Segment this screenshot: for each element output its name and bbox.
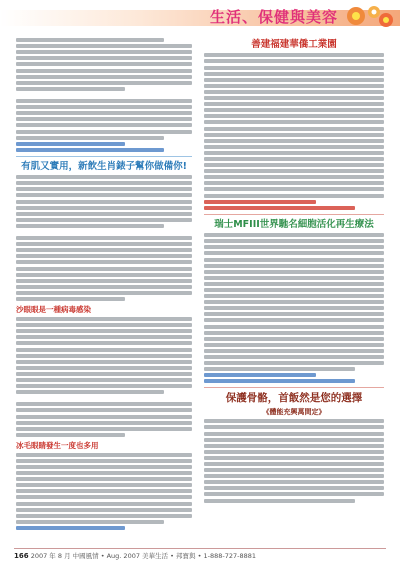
flower-decoration-icon — [342, 2, 394, 30]
text-line — [204, 84, 384, 88]
article-body — [204, 233, 384, 383]
text-line — [16, 341, 192, 345]
header-gradient-bar — [0, 10, 400, 26]
text-line — [16, 56, 192, 60]
text-line — [16, 483, 192, 487]
subheading-trachoma: 沙眼眼是一種病毒感染 — [16, 305, 91, 315]
text-line — [204, 194, 384, 198]
text-line — [204, 450, 384, 454]
article-body — [204, 419, 384, 502]
text-line — [16, 297, 125, 301]
text-line — [204, 258, 384, 262]
text-line — [16, 242, 192, 246]
text-line — [16, 212, 192, 216]
text-line — [16, 130, 192, 134]
text-line — [16, 254, 192, 258]
text-line — [16, 378, 192, 382]
text-line — [204, 53, 384, 57]
text-line — [16, 75, 192, 79]
divider — [16, 156, 192, 157]
text-line — [16, 471, 192, 475]
text-line — [204, 133, 384, 137]
article-body — [204, 53, 384, 209]
text-line — [204, 355, 384, 359]
text-line — [204, 282, 384, 286]
text-line — [16, 117, 192, 121]
text-line — [16, 50, 192, 54]
text-line — [16, 206, 192, 210]
text-line — [204, 264, 384, 268]
text-line — [204, 367, 355, 371]
text-line — [16, 526, 125, 530]
subheading-eyes: 冰毛眼睛發生一度也多用 — [16, 440, 99, 450]
right-column — [204, 36, 384, 544]
text-line — [204, 78, 384, 82]
text-line — [204, 200, 316, 204]
page-header — [0, 0, 400, 30]
text-line — [16, 520, 164, 524]
text-line — [16, 285, 192, 289]
text-line — [16, 62, 192, 66]
text-line — [16, 508, 192, 512]
text-line — [204, 151, 384, 155]
text-line — [16, 38, 164, 42]
text-line — [204, 432, 384, 436]
text-line — [204, 337, 384, 341]
text-line — [16, 502, 192, 506]
text-line — [204, 270, 384, 274]
text-line — [204, 175, 384, 179]
text-line — [204, 120, 384, 124]
text-line — [204, 361, 384, 365]
text-line — [16, 69, 192, 73]
text-line — [204, 499, 355, 503]
text-line — [204, 233, 384, 237]
text-line — [204, 300, 384, 304]
article-title-zodiac-watch: 有肌又實用，新飲生肖錶子幫你做備你! — [21, 160, 187, 172]
text-line — [204, 373, 316, 377]
text-line — [204, 206, 355, 210]
text-line — [204, 474, 384, 478]
text-line — [204, 169, 384, 173]
text-line — [16, 175, 192, 179]
paragraph-gap — [16, 230, 192, 234]
issue-info: 2007 年 8 月 中國風情 • Aug. 2007 美華生活 • 邦寶與 • 1-888-727-8881 — [30, 552, 257, 560]
article-continuation — [16, 38, 192, 152]
article-title-cell-therapy: 瑞士MFIII世界馳名細胞活化再生療法 — [214, 218, 374, 230]
article-subtitle: 《體能充興萬間定》 — [262, 407, 326, 416]
text-line — [16, 514, 192, 518]
text-line — [204, 114, 384, 118]
text-line — [204, 486, 384, 490]
text-line — [16, 317, 192, 321]
text-line — [204, 306, 384, 310]
text-line — [16, 329, 192, 333]
text-line — [204, 444, 384, 448]
text-line — [16, 459, 192, 463]
paragraph-gap — [16, 396, 192, 400]
article-body — [16, 175, 192, 301]
divider — [204, 387, 384, 388]
text-line — [16, 348, 192, 352]
text-line — [204, 187, 384, 191]
text-line — [204, 90, 384, 94]
text-line — [16, 489, 192, 493]
paragraph-gap — [16, 93, 192, 97]
text-line — [204, 468, 384, 472]
text-line — [16, 111, 192, 115]
text-line — [16, 224, 164, 228]
text-line — [16, 402, 192, 406]
text-line — [204, 127, 384, 131]
text-line — [204, 181, 384, 185]
text-line — [16, 433, 125, 437]
text-line — [16, 148, 164, 152]
text-line — [204, 251, 384, 255]
article-body — [16, 453, 192, 530]
text-line — [204, 462, 384, 466]
text-line — [204, 139, 384, 143]
left-column — [16, 36, 192, 544]
text-line — [16, 372, 192, 376]
page-footer — [14, 548, 386, 562]
section-title: 生活、保健與美容 — [209, 8, 338, 26]
text-line — [204, 108, 384, 112]
text-line — [16, 390, 164, 394]
text-line — [204, 294, 384, 298]
text-line — [16, 248, 192, 252]
text-line — [16, 136, 164, 140]
text-line — [204, 312, 384, 316]
text-line — [16, 408, 192, 412]
text-line — [16, 279, 192, 283]
text-line — [16, 142, 125, 146]
text-line — [16, 181, 192, 185]
text-line — [204, 438, 384, 442]
text-line — [16, 354, 192, 358]
text-line — [16, 273, 192, 277]
text-line — [204, 72, 384, 76]
text-line — [16, 366, 192, 370]
text-line — [16, 291, 192, 295]
article-title-industrial-park: 善建福建華僑工業園 — [251, 39, 337, 50]
text-line — [16, 465, 192, 469]
text-line — [16, 105, 192, 109]
text-line — [16, 236, 192, 240]
text-line — [16, 99, 192, 103]
text-line — [16, 415, 192, 419]
text-line — [204, 456, 384, 460]
text-line — [204, 59, 384, 63]
text-line — [16, 453, 192, 457]
text-line — [204, 96, 384, 100]
text-line — [16, 427, 192, 431]
text-line — [204, 379, 355, 383]
text-line — [204, 343, 384, 347]
text-line — [16, 193, 192, 197]
text-line — [16, 495, 192, 499]
text-line — [204, 331, 384, 335]
text-line — [204, 425, 384, 429]
text-line — [16, 260, 192, 264]
text-line — [204, 325, 384, 329]
text-line — [16, 323, 192, 327]
text-line — [204, 480, 384, 484]
text-line — [16, 477, 192, 481]
text-line — [204, 239, 384, 243]
text-line — [16, 81, 192, 85]
article-body — [16, 317, 192, 437]
text-line — [16, 218, 192, 222]
text-line — [16, 123, 192, 127]
text-line — [204, 145, 384, 149]
article-title-bone-health: 保護骨骼，首飯然是您的選擇 — [225, 392, 363, 405]
text-line — [16, 421, 192, 425]
text-line — [204, 419, 384, 423]
text-line — [16, 360, 192, 364]
page-number: 166 — [14, 552, 29, 560]
text-line — [204, 163, 384, 167]
text-line — [204, 157, 384, 161]
text-line — [16, 384, 192, 388]
text-line — [204, 318, 384, 322]
text-line — [204, 66, 384, 70]
text-line — [204, 288, 384, 292]
text-line — [204, 245, 384, 249]
text-line — [16, 335, 192, 339]
text-line — [204, 102, 384, 106]
text-line — [16, 187, 192, 191]
text-line — [16, 44, 192, 48]
text-line — [16, 200, 192, 204]
divider — [204, 214, 384, 215]
text-line — [204, 492, 384, 496]
text-line — [16, 267, 192, 271]
text-line — [204, 349, 384, 353]
text-line — [204, 276, 384, 280]
text-line — [16, 87, 125, 91]
